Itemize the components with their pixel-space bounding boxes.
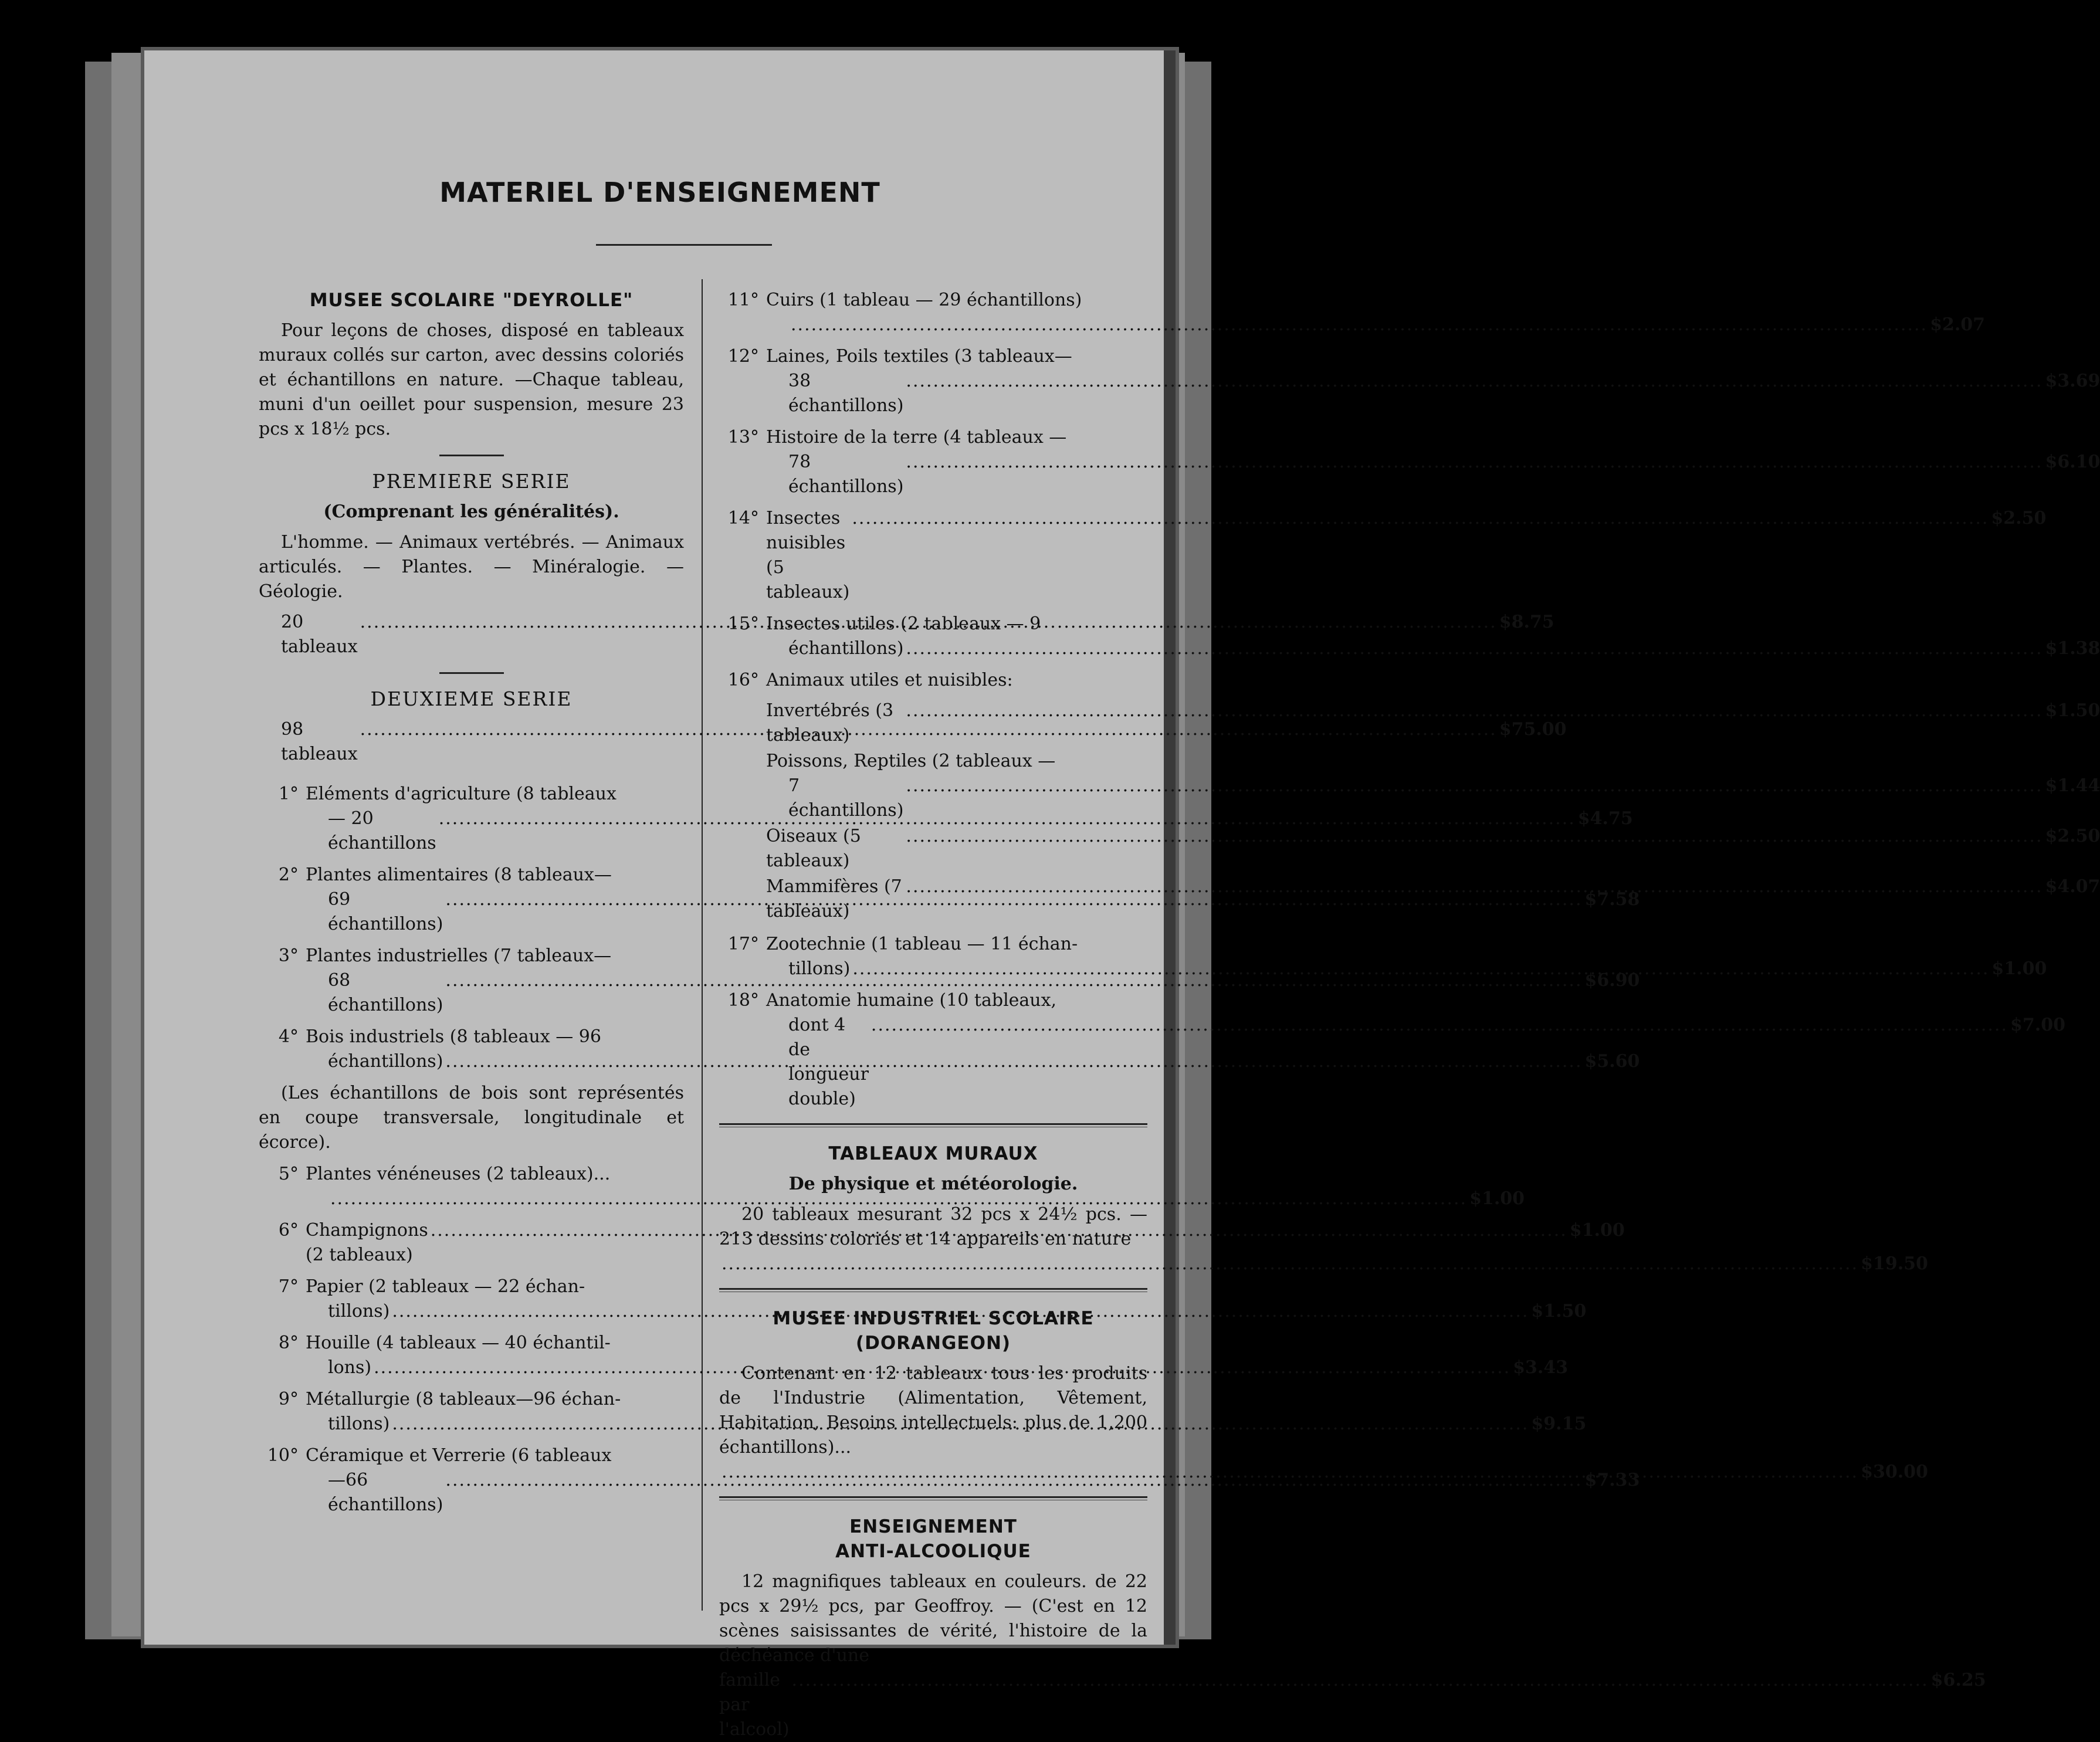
entry-first-line: Anatomie humaine (10 tableaux, (766, 990, 1057, 1011)
catalog-page (141, 47, 2100, 1740)
entry-first-line: Eléments d'agriculture (8 tableaux (306, 784, 617, 804)
entry-price: $5.60 (1584, 1051, 1640, 1072)
entry-price-line (766, 636, 2100, 661)
premiere-serie-count: 20 tableaux (281, 612, 358, 657)
entry-price-line (766, 450, 2100, 499)
entry-price-line (766, 369, 2100, 418)
entry-price-line (766, 824, 2100, 873)
entry-first-line: Papier (2 tableaux — 22 échan- (306, 1276, 585, 1297)
dot-leader (906, 774, 2043, 798)
dot-leader (906, 699, 2043, 723)
entry-text (766, 699, 2100, 748)
dot-leader (791, 313, 1928, 337)
entry-number: 4° (278, 1026, 299, 1047)
dot-leader (871, 1013, 2008, 1038)
section-rule (719, 1496, 1147, 1500)
deuxieme-serie-price: $75.00 (1499, 719, 1567, 740)
entry-number: 18° (727, 990, 759, 1011)
entry-number: 9° (278, 1389, 299, 1409)
section-rule (719, 1123, 1147, 1127)
musee-industriel-heading: MUSEE INDUSTRIEL SCOLAIRE (773, 1308, 1094, 1329)
entry-number: 13° (727, 427, 759, 448)
entry-price: $2.07 (1930, 314, 1986, 335)
entry-text (766, 668, 2100, 925)
entry-price: $1.00 (1569, 1220, 1625, 1241)
entry-price: $1.38 (2045, 638, 2100, 659)
premiere-serie-price: $8.75 (1499, 612, 1554, 632)
entry-number: 17° (727, 934, 759, 954)
dot-leader (792, 1668, 1929, 1693)
entry-number: 8° (278, 1333, 299, 1353)
dot-leader (906, 636, 2043, 661)
entry-last-line: — 20 échantillons (328, 808, 436, 853)
anti-alcoolique-price-line (719, 1668, 1986, 1742)
entry-price: $3.69 (2045, 371, 2100, 391)
entry-first-line: Insectes utiles (2 tableaux — 9 (766, 614, 1041, 634)
dot-leader (722, 1252, 1858, 1276)
entry-last-line: dont 4 de longueur double) (788, 1015, 869, 1109)
entry-last-line: Insectes nuisibles (5 tableaux) (766, 508, 850, 602)
deuxieme-serie-heading: DEUXIEME SERIE (370, 687, 573, 710)
musee-industriel-text: Contenant en 12 tableaux tous les produits de l'Industrie (Alimentation, Vêtement, Habitation, Besoins intellectuels: plus de 1,200 échantillons)... (719, 1363, 1147, 1458)
dot-leader (852, 506, 1989, 531)
anti-alcoolique-last-line: famille par l'alcool) (719, 1670, 790, 1740)
entry-sublist (766, 699, 2100, 924)
entry-price: $2.50 (1991, 508, 2047, 528)
entry-price-line (766, 313, 1985, 337)
tableaux-muraux-text (719, 1202, 1147, 1252)
catalog-entry (719, 506, 2047, 605)
entry-number: 16° (727, 670, 759, 690)
entry-last-line: échantillons) (788, 638, 904, 659)
catalog-entry (719, 288, 1986, 337)
entry-price-line (766, 699, 2100, 748)
entry-price-line (766, 875, 2100, 924)
entry-price-line (766, 506, 2046, 605)
premiere-serie-heading: PREMIERE SERIE (372, 470, 571, 493)
entry-last-line: 68 échantillons) (328, 970, 443, 1015)
catalog-entry (766, 749, 2100, 823)
entry-last-line: Invertébrés (3 tableaux) (766, 700, 894, 745)
entry-price: $3.43 (1513, 1357, 1569, 1378)
entry-last-line: tillons) (328, 1414, 390, 1434)
musee-industriel-price: $30.00 (1861, 1462, 1928, 1482)
entry-price: $1.00 (1991, 958, 2047, 979)
premiere-serie-description: L'homme. — Animaux vertébrés. — Animaux articulés. — Plantes. — Minéralogie. — Géologie. (259, 532, 684, 602)
entry-last-line: 78 échantillons) (788, 452, 904, 497)
catalog-entry (766, 824, 2100, 873)
entry-number: 5° (278, 1164, 299, 1184)
entry-first-line: Bois industriels (8 tableaux — 96 (306, 1026, 601, 1047)
entry-price: $4.07 (2045, 876, 2100, 897)
entry-last-line: Oiseaux (5 tableaux) (766, 826, 861, 871)
tableaux-muraux-price: $19.50 (1861, 1253, 1928, 1274)
entry-price: $1.44 (2045, 775, 2100, 796)
entry-price-line (766, 957, 2047, 981)
entry-first-line: Plantes alimentaires (8 tableaux— (306, 865, 612, 885)
page-title: MATERIEL D'ENSEIGNEMENT (439, 177, 880, 208)
premiere-serie-subheading: (Comprenant les généralités). (323, 501, 619, 522)
title-rule (596, 244, 772, 246)
entry-title: Animaux utiles et nuisibles: (766, 670, 1013, 690)
musee-deyrolle-heading: MUSEE SCOLAIRE "DEYROLLE" (309, 290, 634, 311)
anti-alcoolique-price: $6.25 (1930, 1670, 1986, 1690)
entry-last-line: échantillons) (328, 1051, 443, 1072)
entry-first-line: Laines, Poils textiles (3 tableaux— (766, 346, 1072, 367)
entry-first-line: Plantes industrielles (7 tableaux— (306, 945, 612, 966)
musee-deyrolle-intro: Pour leçons de choses, disposé en tableaux muraux collés sur carton, avec dessins coloriés et échantillons en nature. —Chaque tableau, muni d'un oeillet pour suspension, mesure 23 pcs x 18½ pcs. (259, 320, 684, 439)
entry-text (766, 288, 1985, 337)
tableaux-muraux-description: 20 tableaux mesurant 32 pcs x 24½ pcs. — 213 dessins coloriés et 14 appareils en nature (719, 1204, 1147, 1249)
entry-last-line: tillons) (328, 1301, 390, 1321)
section-rule (719, 1288, 1147, 1292)
dot-leader (906, 369, 2043, 394)
catalog-entry (766, 699, 2100, 748)
entry-first-line: Céramique et Verrerie (6 tableaux (306, 1445, 612, 1466)
dot-leader (906, 875, 2043, 899)
entry-number: 6° (278, 1220, 299, 1241)
entry-number: 1° (278, 784, 299, 804)
entry-number: 2° (278, 865, 299, 885)
tableaux-muraux-heading: TABLEAUX MURAUX (828, 1143, 1038, 1164)
entry-first-line: Histoire de la terre (4 tableaux — (766, 427, 1067, 448)
section-rule (439, 672, 504, 674)
entry-text (766, 344, 2100, 418)
anti-alcoolique-heading-2: ANTI-ALCOOLIQUE (835, 1541, 1031, 1562)
entry-price: $7.00 (2010, 1015, 2065, 1035)
dot-leader (722, 1460, 1858, 1485)
entry-text (766, 875, 2100, 924)
entry-text (766, 824, 2100, 873)
dot-leader (906, 824, 2043, 849)
entry-last-line: tillons) (788, 958, 851, 979)
catalog-entry (766, 875, 2100, 924)
entry-last-line: lons) (328, 1357, 372, 1378)
entry-price: $1.50 (2045, 700, 2100, 721)
catalog-entry (259, 1443, 1640, 1517)
entry-text (766, 988, 2065, 1111)
entry-number: 12° (727, 346, 759, 367)
entry-price: $6.10 (2045, 452, 2100, 472)
entry-number: 15° (727, 614, 759, 634)
entry-price: $9.15 (1531, 1414, 1587, 1434)
entry-price: $6.90 (1584, 970, 1640, 991)
entry-number: 14° (727, 508, 759, 528)
entry-first-line: Métallurgie (8 tableaux—96 échan- (306, 1389, 621, 1409)
catalog-entry (719, 425, 2100, 499)
entry-price-line (766, 774, 2100, 823)
entry-last-line: —66 échantillons) (328, 1470, 443, 1515)
entry-number: 11° (727, 290, 759, 310)
entry-price: $4.75 (1577, 808, 1633, 829)
deuxieme-serie-count: 98 tableaux (281, 719, 358, 764)
entry-first-line: Zootechnie (1 tableau — 11 échan- (766, 934, 1078, 954)
entry-text (766, 932, 2047, 981)
dot-leader (852, 957, 1989, 981)
entry-price: $2.50 (2045, 826, 2100, 846)
entry-first-line: Poissons, Reptiles (2 tableaux — (766, 751, 1056, 771)
musee-industriel-heading-2: (DORANGEON) (855, 1333, 1011, 1354)
entry-price: $7.33 (1584, 1470, 1640, 1490)
entry-text (766, 612, 2100, 661)
entry-first-line: Houille (4 tableaux — 40 échantil- (306, 1333, 611, 1353)
tableaux-muraux-price-line (719, 1252, 1928, 1276)
section-rule (439, 455, 504, 456)
entry-last-line: 38 échantillons) (788, 371, 904, 416)
bois-note: (Les échantillons de bois sont représentés en coupe transversale, longitudinale et écorce). (259, 1083, 684, 1153)
entry-first-line: Cuirs (1 tableau — 29 échantillons) (766, 290, 1082, 310)
entry-price: $7.58 (1584, 889, 1640, 910)
anti-alcoolique-text: 12 magnifiques tableaux en couleurs. de 22 pcs x 29½ pcs, par Geoffroy. — (C'est en 12 scènes saisissantes de vérité, l'histoire de la déchéance d'une (719, 1571, 1147, 1666)
entry-last-line: Champignons (2 tableaux) (306, 1220, 428, 1265)
entry-text (766, 425, 2100, 499)
entry-last-line: Mammifères (7 tableaux) (766, 876, 902, 921)
dot-leader (906, 450, 2043, 475)
entry-number: 7° (278, 1276, 299, 1297)
entry-price-line (766, 1013, 2065, 1111)
entry-text (766, 506, 2046, 605)
anti-alcoolique-heading: ENSEIGNEMENT (849, 1516, 1017, 1537)
entry-number: 3° (278, 945, 299, 966)
entry-number: 10° (267, 1445, 299, 1466)
tableaux-muraux-subheading: De physique et météorologie. (788, 1174, 1078, 1194)
entry-last-line: 69 échantillons) (328, 889, 443, 934)
entry-price: $1.00 (1469, 1188, 1525, 1209)
entry-last-line: 7 échantillons) (788, 775, 904, 821)
entry-text (766, 749, 2100, 823)
entry-first-line: Plantes vénéneuses (2 tableaux)... (306, 1164, 611, 1184)
catalog-entry (719, 344, 2100, 418)
entry-price: $1.50 (1531, 1301, 1587, 1321)
